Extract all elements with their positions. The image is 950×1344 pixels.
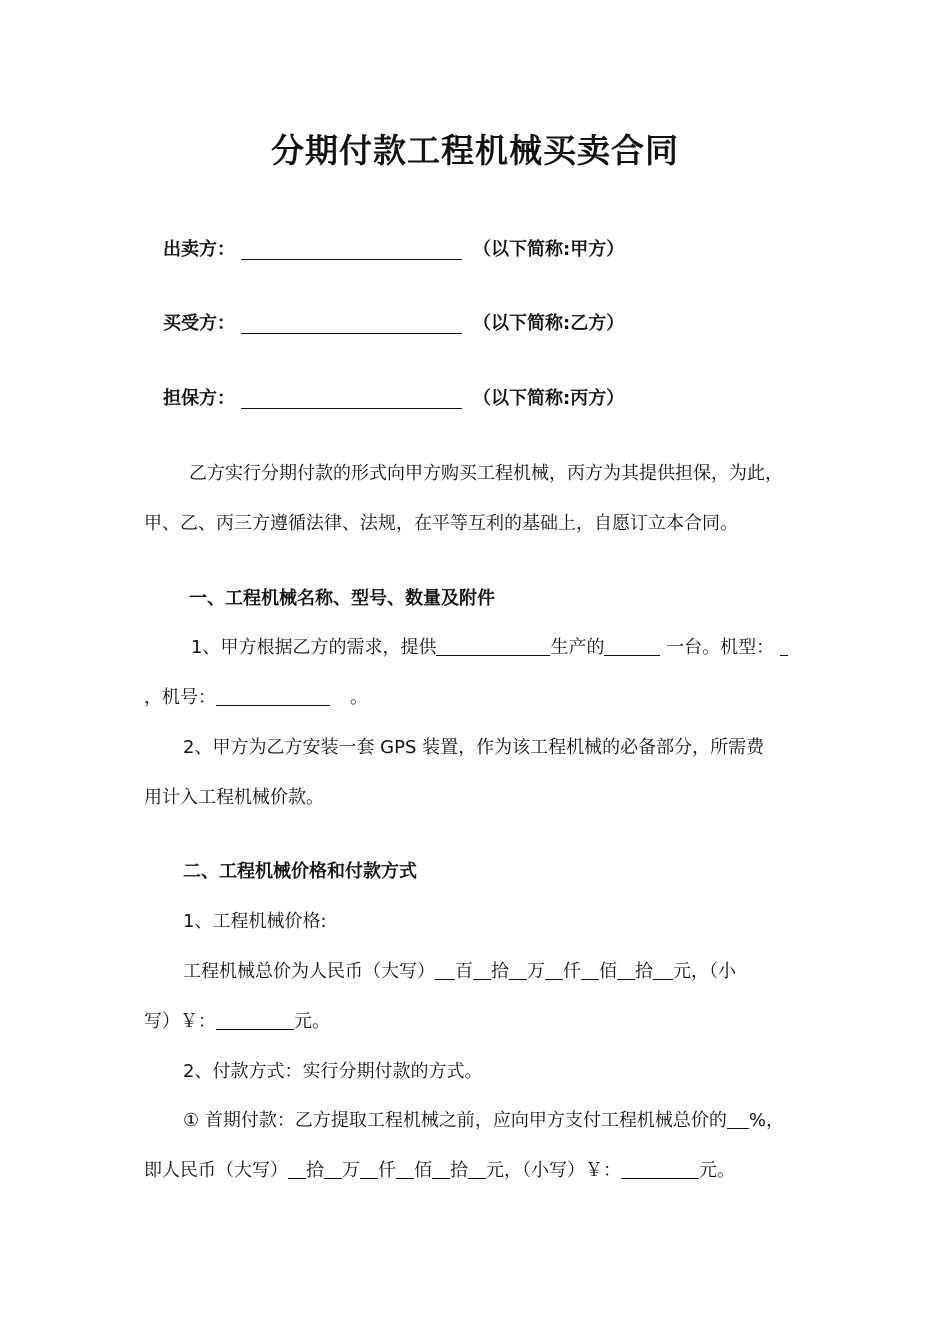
party-label: 买受方： xyxy=(163,313,235,334)
unit-text: 拾 xyxy=(306,1160,324,1181)
first-payment-text: %， xyxy=(748,1110,784,1131)
fill-blank xyxy=(288,1158,306,1179)
fill-blank xyxy=(621,1158,699,1179)
item-text: 一台。机型： xyxy=(660,637,775,658)
fill-blank xyxy=(216,685,330,706)
section-1-item-1-line-1 xyxy=(191,633,788,663)
unit-text: 拾 xyxy=(450,1160,468,1181)
price-text: 工程机械总价为人民币（大写） xyxy=(183,961,435,982)
fill-blank xyxy=(216,1009,294,1030)
fill-blank xyxy=(545,959,563,980)
first-payment-line-2 xyxy=(144,1156,735,1186)
fill-blank xyxy=(468,1158,486,1179)
fill-blank xyxy=(473,959,491,980)
fill-blank xyxy=(360,1158,378,1179)
fill-blank xyxy=(581,959,599,980)
section-1-heading: 一、工程机械名称、型号、数量及附件 xyxy=(189,588,495,609)
unit-text: 万 xyxy=(342,1160,360,1181)
unit-text: 佰 xyxy=(414,1160,432,1181)
unit-text: 百 xyxy=(455,961,473,982)
section-2-heading: 二、工程机械价格和付款方式 xyxy=(183,861,417,882)
party-abbreviation: （以下简称:甲方） xyxy=(473,239,625,260)
fill-blank xyxy=(604,635,660,656)
fill-blank xyxy=(653,959,673,980)
section-1-item-2-line-1: 2、甲方为乙方安装一套 GPS 装置，作为该工程机械的必备部分，所需费 xyxy=(183,737,765,758)
first-payment-text: 即人民币（大写） xyxy=(144,1160,288,1181)
item-text: 生产的 xyxy=(550,637,605,658)
unit-text: 佰 xyxy=(599,961,617,982)
fill-blank xyxy=(396,1158,414,1179)
fill-blank xyxy=(241,259,462,260)
intro-line-2: 甲、乙、丙三方遵循法律、法规，在平等互利的基础上，自愿订立本合同。 xyxy=(144,513,738,534)
party-abbreviation: （以下简称:丙方） xyxy=(473,388,625,409)
price-text: 元，（小 xyxy=(673,961,736,982)
first-payment-line-1 xyxy=(183,1106,784,1136)
first-payment-text: 元。 xyxy=(699,1160,735,1181)
fill-blank xyxy=(241,333,462,334)
payment-method: 2、付款方式：实行分期付款的方式。 xyxy=(183,1061,483,1082)
first-payment-text: ① 首期付款：乙方提取工程机械之前，应向甲方支付工程机械总价的 xyxy=(183,1110,727,1131)
intro-line-1: 乙方实行分期付款的形式向甲方购买工程机械，丙方为其提供担保，为此， xyxy=(189,463,783,484)
unit-text: 仟 xyxy=(378,1160,396,1181)
price-label: 1、工程机械价格: xyxy=(183,911,327,932)
price-text: 写）￥： xyxy=(144,1011,216,1032)
fill-blank xyxy=(324,1158,342,1179)
party-label: 担保方： xyxy=(163,388,235,409)
party-abbreviation: （以下简称:乙方） xyxy=(473,313,625,334)
item-text: ，机号： xyxy=(144,687,216,708)
fill-blank xyxy=(432,1158,450,1179)
item-text: 。 xyxy=(350,687,368,708)
fill-blank xyxy=(727,1108,749,1129)
fill-blank xyxy=(617,959,635,980)
price-line-2 xyxy=(144,1007,330,1037)
document-title: 分期付款工程机械买卖合同 xyxy=(271,131,679,170)
first-payment-text: 元，（小写）￥： xyxy=(486,1160,621,1181)
section-1-item-2-line-2: 用计入工程机械价款。 xyxy=(144,787,324,808)
fill-blank xyxy=(241,408,462,409)
party-label: 出卖方： xyxy=(163,239,235,260)
fill-blank xyxy=(436,635,550,656)
section-1-item-1-line-2 xyxy=(144,683,368,713)
unit-text: 拾 xyxy=(491,961,509,982)
unit-text: 仟 xyxy=(563,961,581,982)
price-line-1 xyxy=(183,957,736,987)
unit-text: 拾 xyxy=(635,961,653,982)
unit-text: 万 xyxy=(527,961,545,982)
item-text: 1、甲方根据乙方的需求，提供 xyxy=(191,637,437,658)
fill-blank xyxy=(509,959,527,980)
fill-blank xyxy=(780,635,788,656)
fill-blank xyxy=(435,959,455,980)
price-text: 元。 xyxy=(294,1011,330,1032)
